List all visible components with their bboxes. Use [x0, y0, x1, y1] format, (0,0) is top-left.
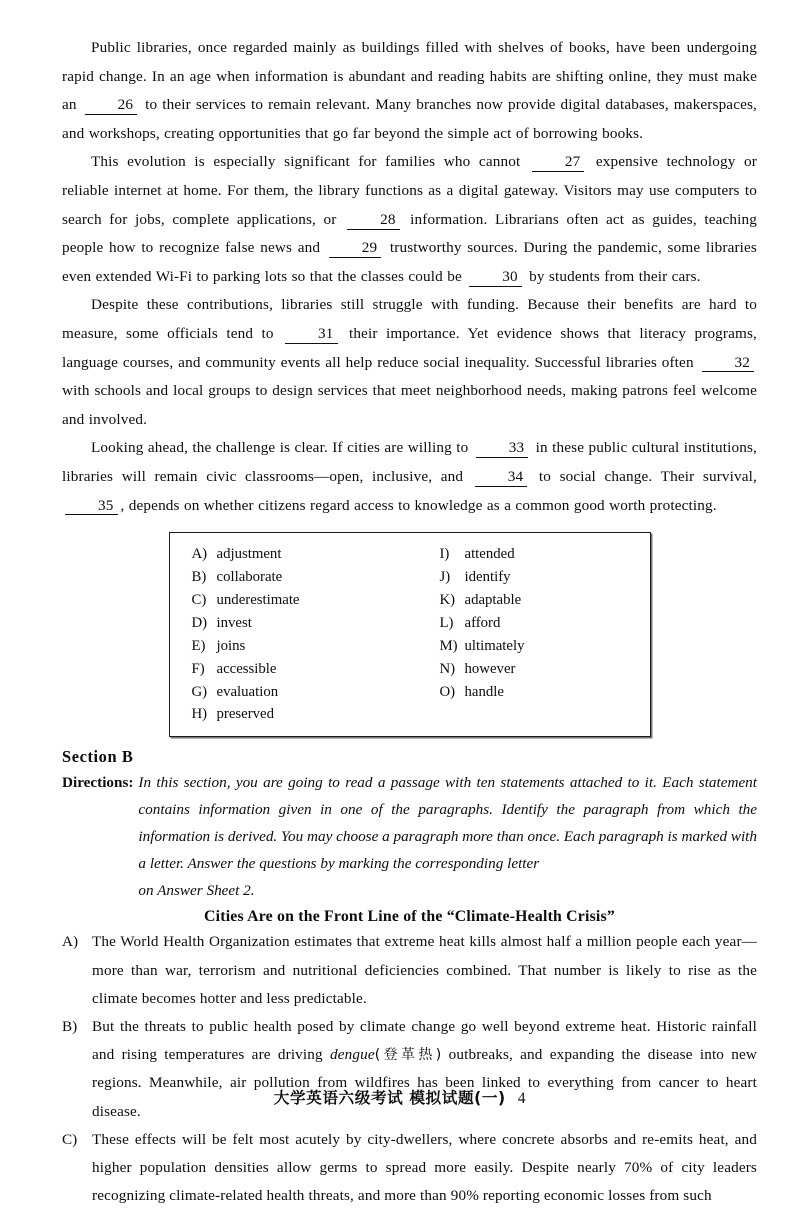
option-word: evaluation — [216, 683, 279, 700]
word-bank-option-C[interactable] — [192, 589, 410, 612]
cloze-paragraph — [62, 34, 757, 148]
directions-label: Directions: — [62, 774, 134, 792]
chinese-gloss: (登革热) — [374, 1047, 442, 1064]
word-bank-option-J[interactable] — [440, 566, 650, 589]
passage-text: by students from their cars. — [524, 267, 701, 285]
option-word: joins — [216, 637, 246, 654]
directions-body-text: In this section, you are going to read a passage with ten statements attached to it. Each statement contains information given in one of the paragraphs. Identify the paragraph from which the information is derived. You may choose a paragraph more than once. Each paragraph is marked with a letter. Answer the questions by marking the corresponding letter — [138, 774, 757, 873]
option-letter: H) — [191, 706, 208, 723]
cloze-paragraph — [62, 291, 757, 434]
word-bank-column-right — [410, 543, 650, 726]
passage-text: in these public cultural institutions, libraries will remain civic classrooms—open, inclusive, and — [62, 439, 757, 485]
word-bank-option-L[interactable] — [440, 612, 650, 635]
directions-block — [62, 769, 757, 904]
option-letter: O) — [439, 683, 456, 700]
option-word: collaborate — [216, 569, 283, 585]
paragraph-letter: C) — [62, 1130, 78, 1148]
word-bank-option-O[interactable] — [440, 681, 650, 704]
option-letter: N) — [439, 660, 456, 677]
cloze-blank-29[interactable]: 29 — [329, 240, 382, 258]
directions-last-line: on Answer Sheet 2. — [138, 882, 255, 900]
option-letter: A) — [191, 546, 208, 563]
word-bank-option-G[interactable] — [192, 681, 410, 704]
option-letter: L) — [439, 614, 454, 631]
word-bank-wrapper — [62, 532, 757, 737]
option-word: preserved — [216, 706, 275, 723]
passage-paragraph-C — [62, 1126, 757, 1210]
cloze-blank-33[interactable]: 33 — [476, 440, 529, 458]
page-footer — [0, 1086, 800, 1108]
cloze-blank-30[interactable]: 30 — [469, 269, 522, 287]
option-letter: K) — [439, 591, 456, 608]
option-letter: F) — [191, 660, 205, 677]
word-bank-option-F[interactable] — [192, 658, 410, 681]
word-bank-option-K[interactable] — [440, 589, 650, 612]
option-letter: B) — [191, 569, 207, 585]
cloze-blank-31[interactable]: 31 — [285, 326, 338, 344]
passage-text: to their services to remain relevant. Many branches now provide digital databases, makerspaces, and workshops, creating opportunities that go far beyond the simple act of borrowing books. — [62, 96, 757, 142]
option-word: adaptable — [464, 591, 522, 608]
word-bank-column-left — [170, 543, 410, 726]
word-bank-option-E[interactable] — [192, 635, 410, 658]
word-bank-option-M[interactable] — [440, 635, 650, 658]
word-bank-option-N[interactable] — [440, 658, 650, 681]
option-word: accessible — [216, 660, 277, 677]
paragraph-letter: B) — [62, 1017, 78, 1035]
option-letter: I) — [439, 546, 450, 563]
cloze-blank-34[interactable]: 34 — [475, 469, 528, 487]
passage-text: This evolution is especially significant for families who cannot — [91, 153, 529, 171]
option-word: invest — [216, 614, 252, 631]
passage-text: expensive technology or reliable internet at home. For them, the library functions as a digital gateway. Visitors may use computers to search for jobs, complete applications, or — [62, 153, 757, 228]
passage-text: Looking ahead, the challenge is clear. If cities are willing to — [91, 439, 473, 457]
paragraph-body — [92, 928, 757, 1013]
paragraph-body — [92, 1013, 757, 1126]
passage-title: Cities Are on the Front Line of the “Climate-Health Crisis” — [204, 908, 615, 926]
passage-paragraph-A — [62, 928, 757, 1013]
cloze-paragraph — [62, 434, 757, 520]
word-bank-option-A[interactable] — [192, 543, 410, 566]
cloze-blank-32[interactable]: 32 — [702, 355, 755, 373]
option-word: ultimately — [464, 637, 525, 654]
word-bank-option-H[interactable] — [192, 703, 410, 726]
option-letter: D) — [191, 614, 208, 631]
section-b-passage — [62, 928, 757, 1210]
cloze-blank-27[interactable]: 27 — [532, 154, 585, 172]
passage-text: their importance. Yet evidence shows that literacy programs, language courses, and community events all help reduce social inequality. Successful libraries often — [62, 324, 757, 371]
passage-text: The World Health Organization estimates that extreme heat kills almost half a million people each year—more than war, terrorism and nutritional deficiencies combined. That number is likely to rise as the climate becomes hotter and less predictable. — [92, 933, 757, 1007]
passage-text: These effects will be felt most acutely by city-dwellers, where concrete absorbs and re-emits heat, and higher population densities allow germs to spread more easily. Despite nearly 70% of city leaders recognizing climate-related health threats, and more than 90% reporting economic losses from such — [92, 1130, 757, 1205]
option-letter: E) — [191, 637, 206, 654]
cloze-blank-26[interactable]: 26 — [85, 97, 138, 115]
passage-text: trustworthy sources. During the pandemic, some libraries even extended Wi-Fi to parking lots so that the classes could be — [62, 239, 757, 285]
word-bank-option-B[interactable] — [192, 566, 410, 589]
italic-term: dengue — [329, 1046, 375, 1064]
paragraph-letter: A) — [62, 933, 79, 951]
option-letter: M) — [439, 637, 458, 654]
cloze-paragraph — [62, 148, 757, 291]
option-letter: J) — [439, 569, 451, 585]
passage-text: Public libraries, once regarded mainly as buildings filled with shelves of books, have been undergoing rapid change. In an age when information is abundant and reading habits are shifting online, they must make an — [62, 39, 757, 114]
paragraph-body — [92, 1126, 757, 1210]
passage-text: , depends on whether citizens regard access to knowledge as a common good worth protecting. — [120, 496, 717, 514]
passage-text: to social change. Their survival, — [530, 467, 757, 485]
word-bank-option-D[interactable] — [192, 612, 410, 635]
option-letter: C) — [191, 591, 207, 608]
word-bank-box — [169, 532, 651, 737]
page-content — [62, 34, 757, 1210]
section-b-heading: Section B — [62, 747, 134, 767]
option-word: afford — [464, 614, 501, 631]
cloze-blank-28[interactable]: 28 — [347, 212, 400, 230]
footer-page-number: 4 — [517, 1090, 527, 1107]
passage-paragraph-B — [62, 1013, 757, 1126]
option-letter: G) — [191, 683, 208, 700]
cloze-passage — [62, 34, 757, 520]
option-word: identify — [464, 569, 511, 585]
footer-exam-name: 大学英语六级考试 模拟试题(一) — [273, 1089, 506, 1107]
cloze-blank-35[interactable]: 35 — [65, 498, 118, 516]
passage-text: But the threats to public health posed by climate change go well beyond extreme heat. Historic rainfall and rising temperatures are driving — [92, 1017, 757, 1064]
option-word: handle — [464, 683, 504, 700]
passage-text: Despite these contributions, libraries still struggle with funding. Because their benefits are hard to measure, some officials tend to — [62, 296, 757, 342]
option-word: underestimate — [216, 591, 300, 608]
directions-text — [135, 769, 757, 904]
word-bank-option-I[interactable] — [440, 543, 650, 566]
passage-text: information. Librarians often act as guides, teaching people how to recognize false news and — [62, 210, 757, 257]
passage-text: outbreaks, and expanding the disease into new regions. Meanwhile, air pollution from wildfires has been linked to everything from cancer to heart disease. — [92, 1046, 757, 1120]
passage-text: with schools and local groups to design services that meet neighborhood needs, making patrons feel welcome and involved. — [62, 382, 757, 428]
option-word: however — [464, 660, 516, 677]
option-word: attended — [464, 546, 515, 563]
option-word: adjustment — [216, 546, 282, 563]
